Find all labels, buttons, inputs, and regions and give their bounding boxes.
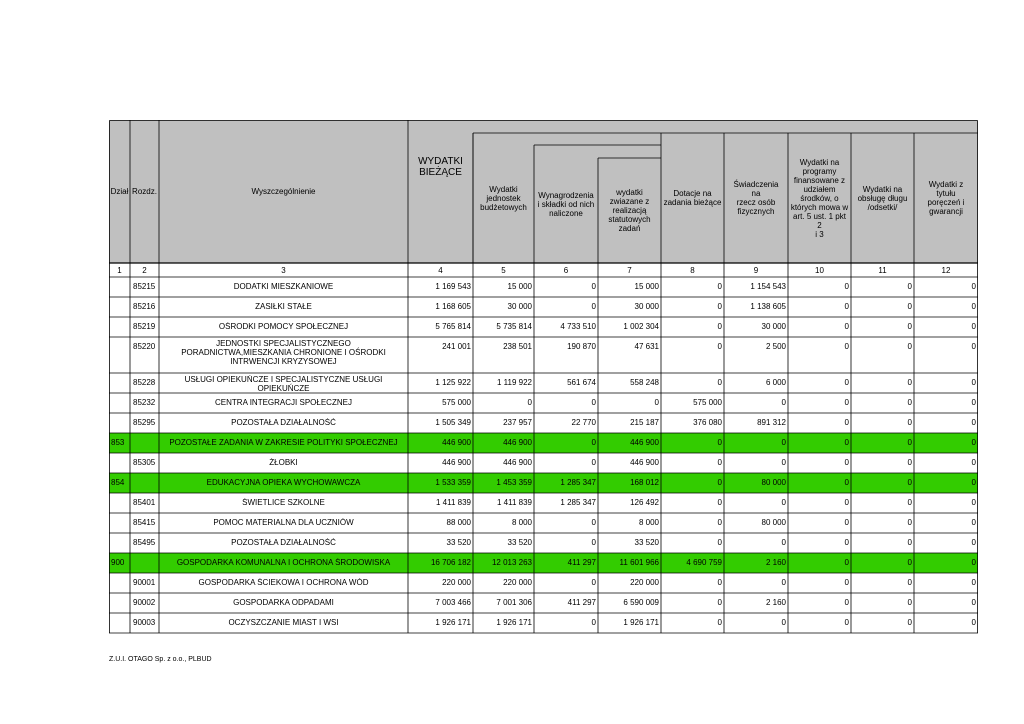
row-name: GOSPODARKA ŚCIEKOWA I OCHRONA WÓD <box>198 578 369 587</box>
row-value: 0 <box>717 378 722 387</box>
row-value: 1 926 171 <box>435 618 471 627</box>
row-rozdzial: 85219 <box>133 322 156 331</box>
row-value: 0 <box>971 498 976 507</box>
row-value: 0 <box>591 518 596 527</box>
row-name: CENTRA INTEGRACJI SPOŁECZNEJ <box>215 398 352 407</box>
row-dzial <box>111 458 130 468</box>
row-value: 2 160 <box>765 598 786 607</box>
row-value: 1 168 605 <box>435 302 471 311</box>
row-value: 0 <box>591 538 596 547</box>
row-rozdzial: 85215 <box>133 282 156 291</box>
row-value: 1 505 349 <box>435 418 471 427</box>
row-value: 0 <box>907 598 912 607</box>
row-value: 0 <box>591 438 596 447</box>
row-value: 0 <box>717 578 722 587</box>
row-rozdzial: 85495 <box>133 538 156 547</box>
row-value: 47 631 <box>634 342 659 351</box>
row-value: 0 <box>717 598 722 607</box>
row-value: 0 <box>971 558 976 567</box>
row-value: 126 492 <box>630 498 659 507</box>
row-value: 0 <box>844 418 849 427</box>
row-value: 0 <box>907 558 912 567</box>
row-value: 0 <box>907 378 912 387</box>
row-value: 0 <box>717 342 722 351</box>
column-number: 12 <box>941 266 951 275</box>
column-number: 6 <box>563 266 569 275</box>
row-rozdzial: 90002 <box>133 598 156 607</box>
row-rozdzial: 85401 <box>133 498 156 507</box>
row-value: 6 000 <box>765 378 786 387</box>
row-value: 1 154 543 <box>750 282 786 291</box>
column-header: Wydatki na programy finansowane z udziałem środków, o których mowa w art. 5 ust. 1 pkt 2 i 3 <box>790 157 849 239</box>
row-value: 0 <box>844 398 849 407</box>
row-value: 0 <box>907 498 912 507</box>
row-value: 0 <box>844 322 849 331</box>
row-value: 0 <box>971 518 976 527</box>
row-value: 446 900 <box>630 438 659 447</box>
row-value: 0 <box>971 438 976 447</box>
row-value: 575 000 <box>693 398 722 407</box>
column-number: 11 <box>878 266 887 275</box>
row-value: 0 <box>591 618 596 627</box>
row-value: 33 520 <box>634 538 659 547</box>
row-value: 0 <box>717 458 722 467</box>
column-number: 4 <box>438 266 443 275</box>
row-value: 0 <box>844 618 849 627</box>
row-value: 6 590 009 <box>623 598 659 607</box>
row-value: 8 000 <box>638 518 659 527</box>
row-rozdzial <box>133 558 159 568</box>
row-dzial <box>111 322 130 332</box>
row-value: 1 119 922 <box>497 378 532 387</box>
row-name: EDUKACYJNA OPIEKA WYCHOWAWCZA <box>206 478 361 487</box>
column-number: 3 <box>281 266 286 275</box>
row-value: 0 <box>971 598 976 607</box>
row-dzial: 900 <box>111 558 125 567</box>
column-number: 8 <box>690 266 695 275</box>
row-value: 0 <box>717 498 722 507</box>
row-value: 0 <box>781 578 786 587</box>
column-header: Dotacje na zadania bieżące <box>663 189 722 207</box>
row-value: 0 <box>844 538 849 547</box>
row-value: 0 <box>654 398 659 407</box>
column-header: Wynagrodzenia i składki od nich naliczone <box>537 190 595 218</box>
row-value: 0 <box>591 398 596 407</box>
row-value: 0 <box>907 282 912 291</box>
row-dzial: 853 <box>111 438 125 447</box>
row-value: 16 706 182 <box>430 558 471 567</box>
row-value: 0 <box>971 302 976 311</box>
row-value: 376 080 <box>693 418 722 427</box>
row-value: 0 <box>907 518 912 527</box>
row-value: 0 <box>971 458 976 467</box>
row-name: DODATKI MIESZKANIOWE <box>233 282 334 291</box>
row-rozdzial: 85305 <box>133 458 156 467</box>
row-value: 237 957 <box>503 418 532 427</box>
row-dzial: 854 <box>111 478 125 487</box>
row-value: 411 297 <box>567 598 596 607</box>
column-header: Wyszczególnienie <box>251 187 316 196</box>
row-value: 8 000 <box>511 518 532 527</box>
row-value: 12 013 263 <box>491 558 532 567</box>
row-value: 0 <box>971 282 976 291</box>
row-rozdzial: 90003 <box>133 618 156 627</box>
column-header: Wydatki na obsługę długu /odsetki/ <box>857 184 908 212</box>
row-dzial <box>111 598 130 608</box>
row-value: 558 248 <box>630 378 659 387</box>
row-value: 0 <box>717 302 722 311</box>
row-dzial <box>111 618 130 628</box>
row-value: 2 160 <box>765 558 786 567</box>
row-value: 168 012 <box>630 478 659 487</box>
row-value: 1 926 171 <box>623 618 659 627</box>
row-value: 0 <box>971 398 976 407</box>
row-value: 0 <box>907 418 912 427</box>
row-value: 0 <box>971 618 976 627</box>
row-value: 0 <box>591 302 596 311</box>
row-value: 15 000 <box>634 282 659 291</box>
row-value: 0 <box>717 322 722 331</box>
row-dzial <box>111 282 130 292</box>
row-value: 446 900 <box>442 438 471 447</box>
row-value: 0 <box>844 518 849 527</box>
row-value: 0 <box>907 478 912 487</box>
row-value: 0 <box>844 478 849 487</box>
row-value: 0 <box>971 578 976 587</box>
row-value: 0 <box>717 518 722 527</box>
row-value: 0 <box>591 282 596 291</box>
row-value: 215 187 <box>630 418 659 427</box>
row-value: 15 000 <box>507 282 532 291</box>
row-value: 0 <box>971 378 976 387</box>
row-value: 561 674 <box>567 378 596 387</box>
row-value: 0 <box>907 538 912 547</box>
row-value: 0 <box>844 378 849 387</box>
row-name: GOSPODARKA KOMUNALNA I OCHRONA ŚRODOWISKA <box>176 558 391 567</box>
row-name: OŚRODKI POMOCY SPOŁECZNEJ <box>218 322 349 331</box>
row-dzial <box>111 342 130 352</box>
row-name: POZOSTAŁA DZIAŁALNOŚĆ <box>231 418 336 427</box>
row-dzial <box>111 578 130 588</box>
row-value: 891 312 <box>757 418 786 427</box>
row-name: POZOSTAŁE ZADANIA W ZAKRESIE POLITYKI SPOŁECZNEJ <box>169 438 398 447</box>
row-value: 7 001 306 <box>496 598 532 607</box>
column-number: 9 <box>753 266 759 275</box>
row-value: 1 285 347 <box>560 478 596 487</box>
row-name: POMOC MATERIALNA DLA UCZNIÓW <box>213 518 354 527</box>
column-header: Rozdz. <box>132 187 157 196</box>
row-value: 0 <box>907 322 912 331</box>
row-value: 1 002 304 <box>623 322 659 331</box>
row-value: 0 <box>781 498 786 507</box>
row-value: 0 <box>844 282 849 291</box>
row-value: 1 453 359 <box>496 478 532 487</box>
row-value: 446 900 <box>503 458 532 467</box>
column-header: Dział <box>110 187 129 196</box>
row-value: 1 138 605 <box>750 302 786 311</box>
row-value: 0 <box>591 578 596 587</box>
row-value: 0 <box>907 302 912 311</box>
row-value: 1 533 359 <box>435 478 471 487</box>
row-value: 0 <box>971 418 976 427</box>
row-value: 0 <box>844 438 849 447</box>
row-value: 0 <box>971 478 976 487</box>
column-header: wydatki zwiazane z realizacją statutowych zadań <box>608 188 651 233</box>
column-header: Wydatki jednostek budżetowych <box>480 184 527 212</box>
row-dzial <box>111 378 130 388</box>
row-dzial <box>111 498 130 508</box>
row-value: 0 <box>717 282 722 291</box>
row-value: 0 <box>781 618 786 627</box>
row-value: 33 520 <box>446 538 471 547</box>
row-value: 190 870 <box>567 342 596 351</box>
row-value: 446 900 <box>630 458 659 467</box>
row-rozdzial <box>133 478 159 488</box>
row-value: 0 <box>907 458 912 467</box>
row-value: 4 733 510 <box>560 322 596 331</box>
row-value: 1 926 171 <box>496 618 532 627</box>
row-rozdzial: 85232 <box>133 398 156 407</box>
row-value: 241 001 <box>442 342 471 351</box>
row-value: 0 <box>844 458 849 467</box>
row-dzial <box>111 418 130 428</box>
column-header: Wydatki z tytułu poręczeń i gwarancji <box>927 180 965 216</box>
row-value: 0 <box>907 618 912 627</box>
row-value: 30 000 <box>634 302 659 311</box>
row-value: 446 900 <box>503 438 532 447</box>
row-value: 0 <box>781 458 786 467</box>
row-value: 220 000 <box>442 578 471 587</box>
row-rozdzial: 85220 <box>133 342 156 351</box>
row-name: ŻŁOBKI <box>269 458 298 467</box>
row-value: 4 690 759 <box>686 558 722 567</box>
row-name: USŁUGI OPIEKUŃCZE I SPECJALISTYCZNE USŁUGI OPIEKUŃCZE <box>184 375 383 393</box>
row-value: 0 <box>591 458 596 467</box>
row-value: 0 <box>527 398 532 407</box>
row-value: 1 411 839 <box>436 498 471 507</box>
row-value: 0 <box>781 398 786 407</box>
row-value: 0 <box>907 342 912 351</box>
row-value: 5 765 814 <box>435 322 471 331</box>
row-dzial <box>111 398 130 408</box>
budget-table <box>109 120 978 638</box>
row-value: 0 <box>844 558 849 567</box>
row-value: 0 <box>971 322 976 331</box>
row-value: 0 <box>971 342 976 351</box>
column-number: 10 <box>815 266 824 275</box>
row-value: 0 <box>844 578 849 587</box>
row-value: 22 770 <box>571 418 596 427</box>
row-value: 33 520 <box>507 538 532 547</box>
row-name: OCZYSZCZANIE MIAST I WSI <box>228 618 339 627</box>
row-value: 411 297 <box>567 558 596 567</box>
row-value: 0 <box>781 538 786 547</box>
row-value: 1 411 839 <box>497 498 532 507</box>
row-dzial <box>111 302 130 312</box>
row-value: 0 <box>844 342 849 351</box>
row-value: 1 285 347 <box>560 498 596 507</box>
row-name: ZASIŁKI STAŁE <box>255 302 312 311</box>
row-rozdzial <box>133 438 159 448</box>
row-name: JEDNOSTKI SPECJALISTYCZNEGO PORADNICTWA,MIESZKANIA CHRONIONE I OŚRODKI INTRWENCJI KRYZYSOWEJ <box>181 339 386 366</box>
row-value: 0 <box>717 618 722 627</box>
column-header: Świadczenia na rzecz osób fizycznych <box>733 180 779 216</box>
row-value: 446 900 <box>442 458 471 467</box>
row-value: 0 <box>844 598 849 607</box>
row-value: 575 000 <box>442 398 471 407</box>
column-header: WYDATKI BIEŻĄCE <box>418 156 463 178</box>
footer-text: Z.U.I. OTAGO Sp. z o.o., PLBUD <box>109 656 212 663</box>
row-value: 0 <box>781 438 786 447</box>
row-name: POZOSTAŁA DZIAŁALNOŚĆ <box>231 538 336 547</box>
row-rozdzial: 90001 <box>133 578 156 587</box>
row-value: 0 <box>907 578 912 587</box>
row-value: 0 <box>717 478 722 487</box>
row-value: 0 <box>844 498 849 507</box>
column-number: 5 <box>501 266 506 275</box>
row-value: 220 000 <box>630 578 659 587</box>
column-number: 2 <box>142 266 147 275</box>
row-value: 2 500 <box>765 342 786 351</box>
row-value: 7 003 466 <box>435 598 471 607</box>
row-value: 0 <box>844 302 849 311</box>
row-value: 1 169 543 <box>435 282 471 291</box>
row-value: 11 601 966 <box>619 558 659 567</box>
row-value: 5 735 814 <box>496 322 532 331</box>
row-value: 0 <box>907 398 912 407</box>
row-name: ŚWIETLICE SZKOLNE <box>242 498 325 507</box>
row-dzial <box>111 518 130 528</box>
row-value: 0 <box>971 538 976 547</box>
row-rozdzial: 85415 <box>133 518 156 527</box>
row-value: 238 501 <box>503 342 532 351</box>
row-value: 1 125 922 <box>435 378 471 387</box>
row-rozdzial: 85216 <box>133 302 156 311</box>
row-value: 0 <box>907 438 912 447</box>
row-value: 88 000 <box>446 518 471 527</box>
column-number: 7 <box>627 266 632 275</box>
row-value: 0 <box>717 538 722 547</box>
row-value: 0 <box>717 438 722 447</box>
column-number: 1 <box>117 266 122 275</box>
row-value: 30 000 <box>507 302 532 311</box>
row-value: 80 000 <box>761 478 786 487</box>
row-value: 80 000 <box>761 518 786 527</box>
row-rozdzial: 85295 <box>133 418 156 427</box>
row-value: 30 000 <box>761 322 786 331</box>
row-dzial <box>111 538 130 548</box>
row-rozdzial: 85228 <box>133 378 156 387</box>
row-name: GOSPODARKA ODPADAMI <box>233 598 334 607</box>
row-value: 220 000 <box>503 578 532 587</box>
